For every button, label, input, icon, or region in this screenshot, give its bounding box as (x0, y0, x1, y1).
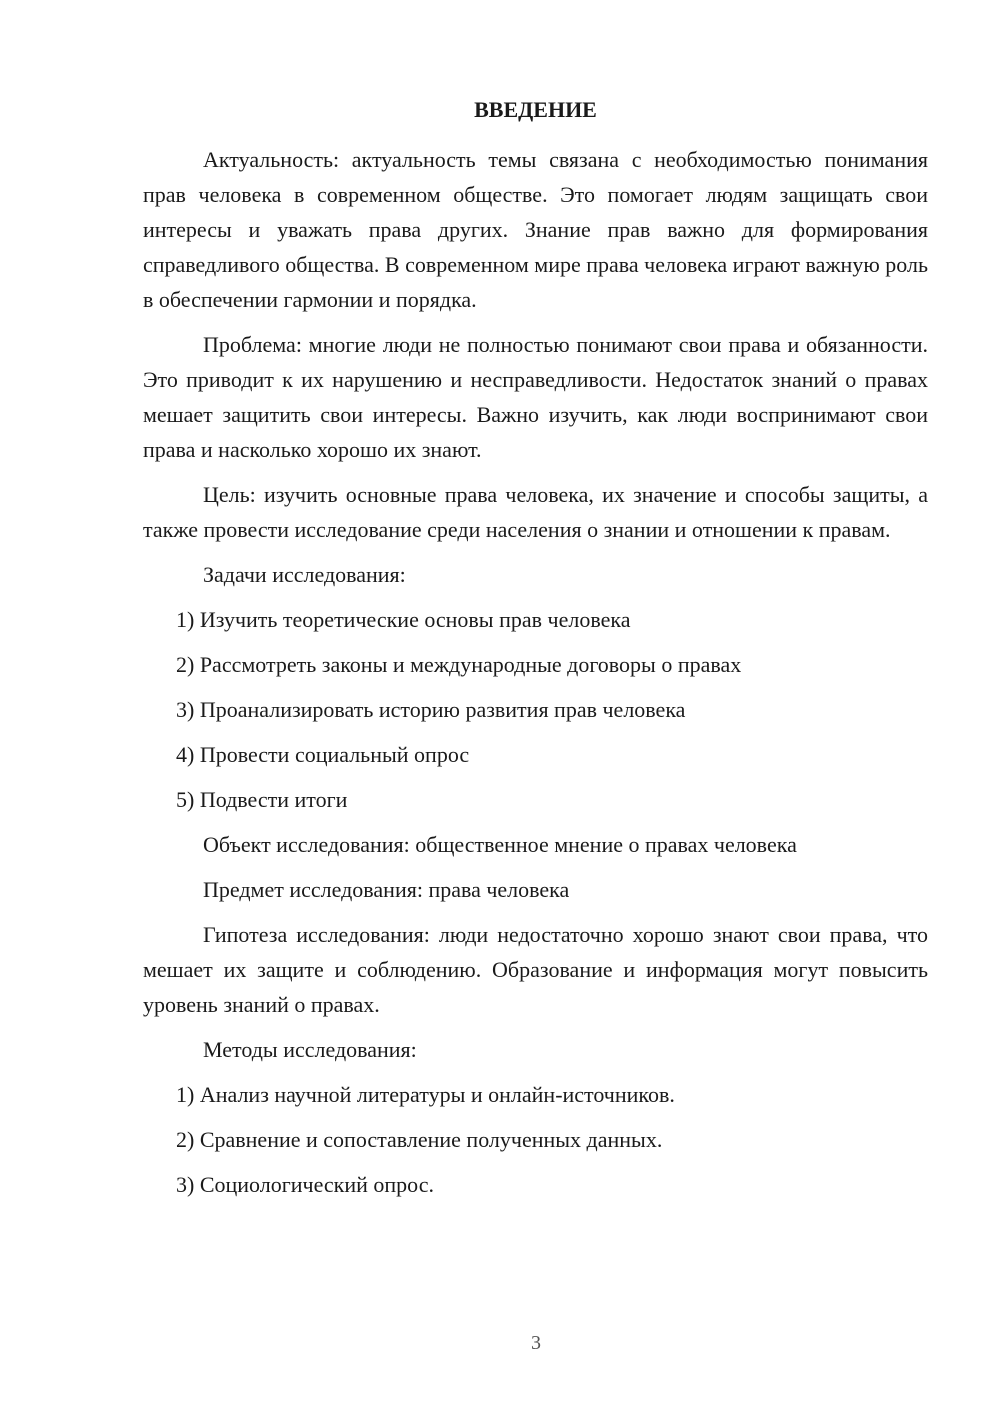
document-body (143, 92, 928, 1212)
page-number: 3 (531, 1332, 541, 1354)
methods-list (143, 1077, 928, 1202)
subject-line: Предмет исследования: права человека (203, 877, 570, 902)
section-heading: ВВЕДЕНИЕ (474, 97, 597, 122)
methods-title: Методы исследования: (203, 1037, 417, 1062)
list-item: 3) Проанализировать историю развития прав человека (176, 697, 686, 722)
list-item: 2) Сравнение и сопоставление полученных данных. (176, 1127, 663, 1152)
problem-paragraph: Проблема: многие люди не полностью понимают свои права и обязанности. Это приводит к их нарушению и несправедливости. Недостаток знаний о правах мешает защитить свои интересы. Важно изучить, как люди воспринимают свои права и насколько хорошо их знают. (143, 332, 928, 462)
list-item: 1) Изучить теоретические основы прав человека (176, 607, 631, 632)
list-item: 4) Провести социальный опрос (176, 742, 470, 767)
list-item: 1) Анализ научной литературы и онлайн-источников. (176, 1082, 675, 1107)
hypothesis-paragraph: Гипотеза исследования: люди недостаточно хорошо знают свои права, что мешает их защите и соблюдению. Образование и информация могут повысить уровень знаний о правах. (143, 922, 928, 1017)
list-item: 5) Подвести итоги (176, 787, 348, 812)
relevance-paragraph: Актуальность: актуальность темы связана с необходимостью понимания прав человека в современном обществе. Это помогает людям защищать свои интересы и уважать права других. Знание прав важно для формирования справедливого общества. В современном мире права человека играют важную роль в обеспечении гармонии и порядка. (143, 147, 928, 312)
goal-paragraph: Цель: изучить основные права человека, их значение и способы защиты, а также провести исследование среди населения о знании и отношении к правам. (143, 482, 928, 542)
object-line: Объект исследования: общественное мнение о правах человека (203, 832, 797, 857)
list-item: 2) Рассмотреть законы и международные договоры о правах (176, 652, 742, 677)
tasks-title: Задачи исследования: (203, 562, 406, 587)
list-item: 3) Социологический опрос. (176, 1172, 434, 1197)
tasks-list (143, 602, 928, 817)
